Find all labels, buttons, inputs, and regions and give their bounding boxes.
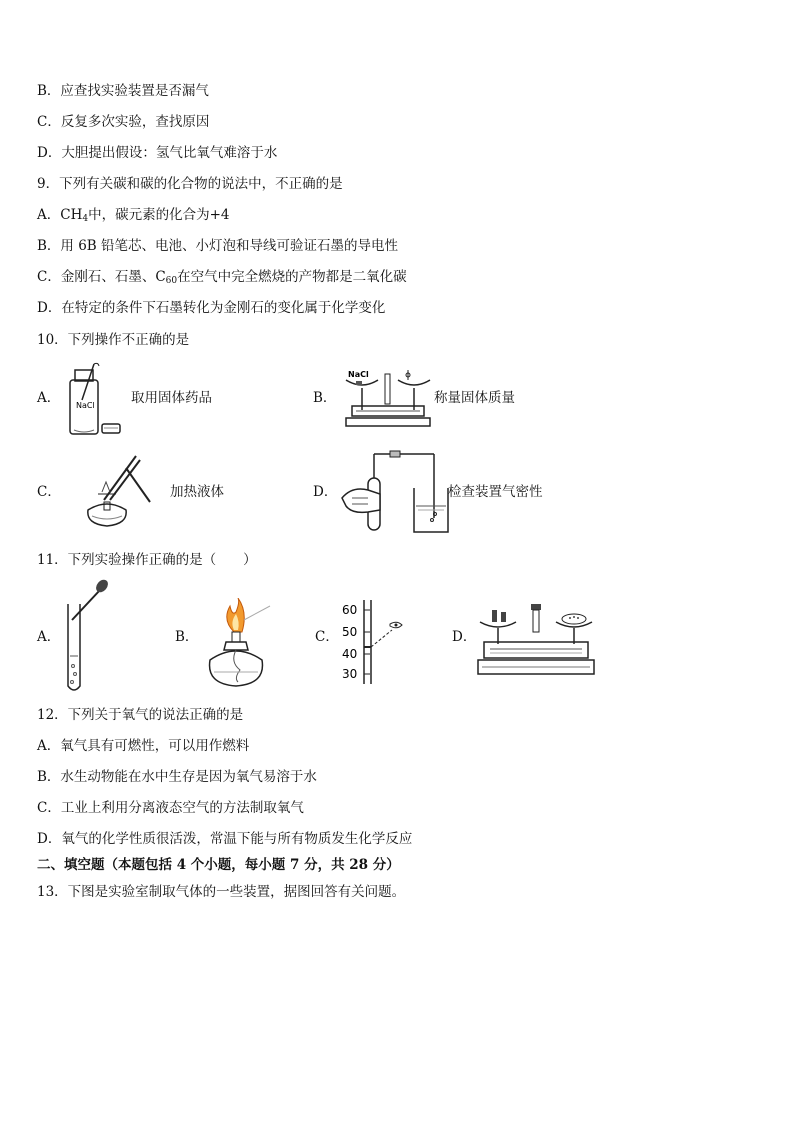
- q10-option-d-caption: 检查装置气密性: [448, 484, 543, 500]
- q11-option-d-letter: D．: [452, 629, 477, 645]
- q10-option-a-caption: 取用固体药品: [131, 390, 212, 406]
- q9-option-c: C．金刚石、石墨、$C_{60}$在空气中完全燃烧的产物都是二氧化碳: [37, 269, 407, 286]
- q9-option-a: A．$CH_4$中，碳元素的化合为+4: [37, 207, 230, 224]
- q11-option-c-letter: C．: [315, 629, 339, 645]
- svg-text:50: 50: [342, 625, 358, 639]
- q9-option-b: B．用 6B 铅笔芯、电池、小灯泡和导线可验证石墨的导电性: [37, 238, 399, 254]
- q12-option-b: B．水生动物能在水中生存是因为氧气易溶于水: [37, 769, 317, 785]
- svg-text:NaCl: NaCl: [348, 370, 369, 379]
- dropper-test-tube-figure: [60, 578, 112, 696]
- airtightness-check-figure: [338, 448, 450, 536]
- q11-option-a-letter: A．: [37, 629, 61, 645]
- q8-option-c: C．反复多次实验，查找原因: [37, 114, 210, 130]
- q10-option-b-caption: 称量固体质量: [434, 390, 515, 406]
- q12-option-d: D．氧气的化学性质很活泼，常温下能与所有物质发生化学反应: [37, 831, 413, 847]
- q8-option-d: D．大胆提出假设：氢气比氧气难溶于水: [37, 145, 278, 161]
- graduated-cylinder-figure: [340, 600, 406, 684]
- reagent-bottle-figure: [64, 360, 126, 438]
- svg-text:30: 30: [342, 667, 358, 681]
- q11-stem: 11．下列实验操作正确的是（ ）: [37, 552, 257, 568]
- q10-option-d-letter: D．: [313, 484, 338, 500]
- alcohol-lamp-figure: [200, 598, 272, 690]
- heating-liquid-figure: [74, 452, 154, 530]
- weighing-balance-figure: [476, 600, 596, 680]
- q11-option-b-letter: B．: [175, 629, 199, 645]
- q8-option-b: B．应查找实验装置是否漏气: [37, 83, 209, 99]
- q12-stem: 12．下列关于氧气的说法正确的是: [37, 707, 244, 723]
- q13-stem: 13．下图是实验室制取气体的一些装置，据图回答有关问题。: [37, 884, 406, 900]
- q12-option-a: A．氧气具有可燃性，可以用作燃料: [37, 738, 250, 754]
- q10-stem: 10．下列操作不正确的是: [37, 332, 190, 348]
- svg-text:NaCl: NaCl: [76, 401, 95, 410]
- q10-option-c-caption: 加热液体: [170, 484, 224, 500]
- q9-option-d: D．在特定的条件下石墨转化为金刚石的变化属于化学变化: [37, 300, 386, 316]
- balance-figure: [342, 366, 432, 430]
- q10-option-a-letter: A．: [37, 390, 61, 406]
- q12-option-c: C．工业上利用分离液态空气的方法制取氧气: [37, 800, 304, 816]
- q10-option-b-letter: B．: [313, 390, 337, 406]
- svg-text:40: 40: [342, 647, 358, 661]
- section-heading: 二、填空题（本题包括 4 个小题，每小题 7 分，共 28 分）: [37, 857, 400, 873]
- q9-stem: 9．下列有关碳和碳的化合物的说法中，不正确的是: [37, 176, 343, 192]
- q10-option-c-letter: C．: [37, 484, 61, 500]
- svg-text:60: 60: [342, 603, 358, 617]
